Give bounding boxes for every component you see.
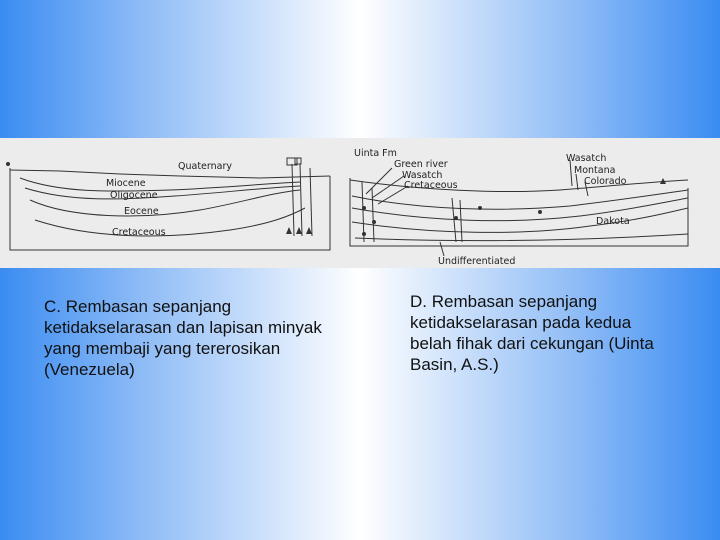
label-colorado: Colorado [584, 176, 627, 187]
label-dakota: Dakota [596, 216, 630, 227]
label-miocene: Miocene [106, 178, 146, 189]
right-labels [354, 148, 630, 267]
label-quaternary: Quaternary [178, 161, 232, 172]
caption-c: C. Rembasan sepanjang ketidakselarasan dan lapisan minyak yang membaji yang tererosikan (Venezuela) [44, 297, 322, 379]
label-cretaceous: Cretaceous [112, 227, 166, 238]
well-derrick-2 [295, 158, 301, 164]
label-montana: Montana [574, 165, 616, 176]
label-cretaceous-right: Cretaceous [404, 180, 458, 191]
label-uinta-fm: Uinta Fm [354, 148, 397, 159]
right-cross-section [350, 160, 688, 256]
right-section-frame [350, 178, 688, 246]
label-wasatch-right: Wasatch [566, 153, 607, 164]
caption-d: D. Rembasan sepanjang ketidakselarasan pada kedua belah fihak dari cekungan (Uinta Basin, A.S.) [410, 292, 654, 374]
label-eocene: Eocene [124, 206, 159, 217]
label-oligocene: Oligocene [110, 190, 158, 201]
label-wasatch-left: Wasatch [402, 170, 443, 181]
left-labels [106, 161, 232, 238]
geologic-cross-section-figure [0, 138, 720, 268]
cross-section-drawing [0, 138, 720, 268]
label-undifferentiated: Undifferentiated [438, 256, 516, 267]
wasatch-layer [352, 190, 688, 209]
fault-lines [292, 164, 312, 236]
eocene-layer [30, 190, 300, 216]
undifferentiated-base [355, 234, 688, 241]
label-green-river: Green river [394, 159, 448, 170]
left-cross-section [10, 158, 330, 250]
quaternary-surface [10, 170, 330, 178]
